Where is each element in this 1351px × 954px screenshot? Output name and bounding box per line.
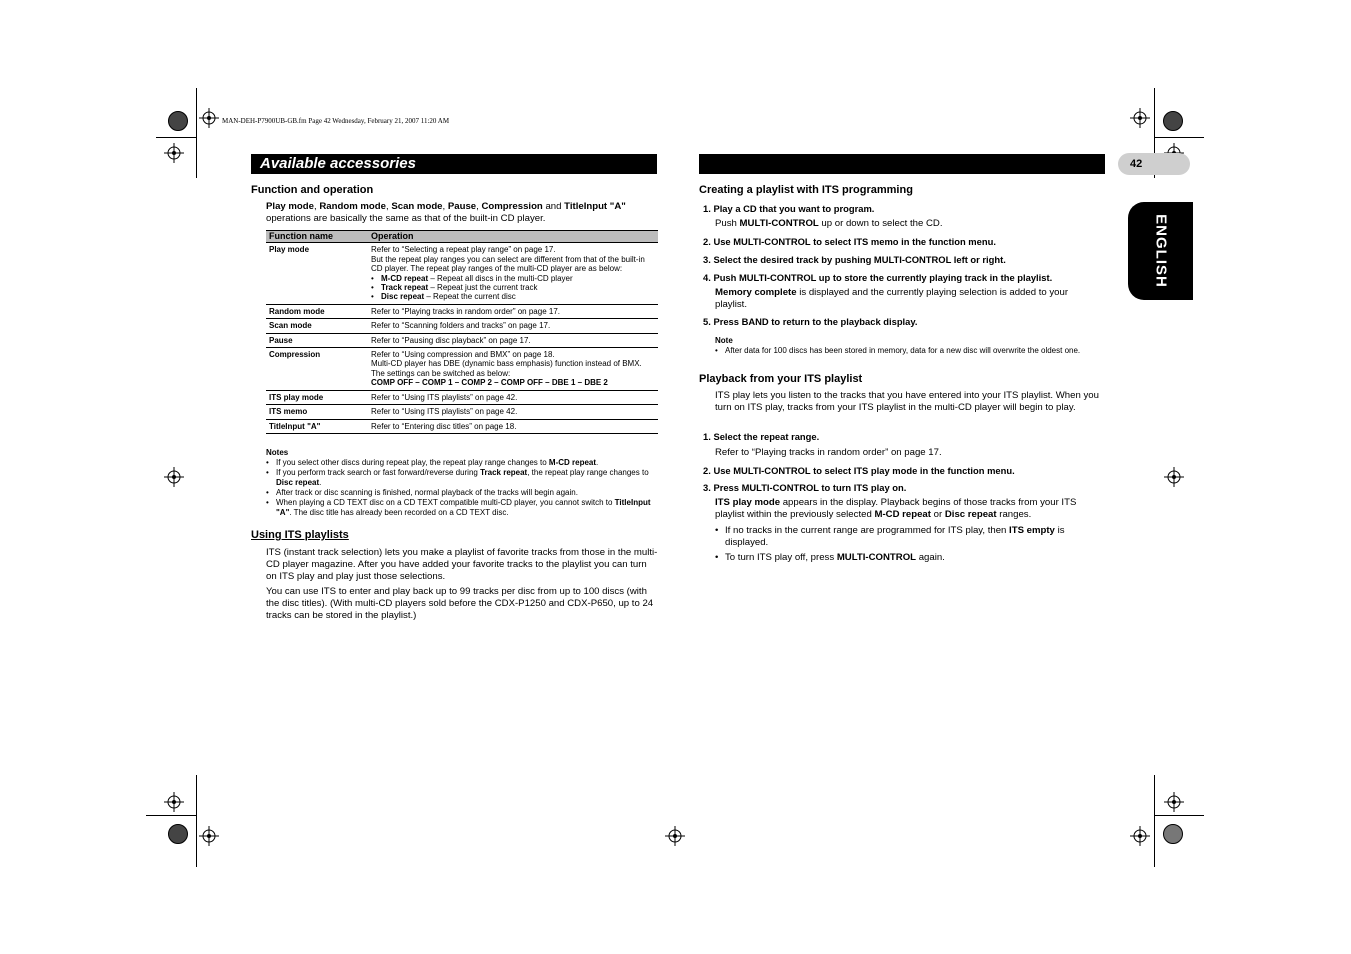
operation-cell — [368, 348, 658, 391]
step-number: 2. — [703, 465, 714, 476]
step-number: 3. — [703, 254, 714, 265]
table-header: Function name — [266, 231, 368, 243]
text-run: ranges. — [996, 509, 1032, 520]
operation-cell — [368, 333, 658, 347]
function-name: Compression — [266, 348, 368, 391]
registration-mark-icon — [1130, 826, 1150, 846]
step-text: Select the desired track by pushing MULTI-CONTROL left or right. — [713, 254, 1006, 265]
function-name: Scan mode — [266, 319, 368, 333]
text-run: – — [542, 378, 552, 388]
text-run: MULTI-CONTROL — [836, 552, 917, 563]
text-run: , — [385, 201, 392, 212]
registration-mark-icon — [199, 108, 219, 128]
text-run: Push — [715, 218, 740, 229]
step-text: Use MULTI-CONTROL to select ITS memo in the function menu. — [713, 236, 996, 247]
table-row — [266, 390, 658, 404]
step-number: 5. — [703, 316, 714, 327]
color-target-icon — [1163, 824, 1183, 844]
color-target-icon — [1163, 111, 1183, 131]
step-detail — [715, 287, 1101, 311]
registration-mark-icon — [665, 826, 685, 846]
text-run: is displayed. — [725, 525, 1065, 548]
text-run: To turn ITS play off, press — [725, 552, 837, 563]
bullet-item: • If no tracks in the current range are programmed for ITS play, then ITS empty is displayed. — [715, 525, 1065, 548]
text-run: If you select other discs during repeat play, the repeat play range changes to — [276, 458, 549, 467]
operation-cell — [368, 390, 658, 404]
text-run: ITS empty — [1009, 525, 1055, 536]
operation-line: The settings can be switched as below: — [371, 368, 511, 378]
note-item: • When playing a CD TEXT disc on a CD TEXT compatible multi-CD player, you cannot switch to TitleInput "A". The disc title has already been recorded on a CD TEXT disc. — [266, 498, 651, 517]
step-text: Press MULTI-CONTROL to turn ITS play on. — [713, 482, 907, 493]
step — [703, 272, 1103, 284]
text-run: , — [476, 201, 482, 212]
note-text: After data for 100 discs has been stored in memory, data for a new disc will overwrite the oldest one. — [725, 346, 1081, 355]
text-run: – — [491, 378, 501, 388]
step-number: 1. — [703, 203, 714, 214]
step-detail — [715, 447, 1101, 459]
table-row — [266, 243, 658, 304]
operation-line: Refer to “Using compression and BMX” on page 18. — [371, 350, 555, 360]
language-tab-label: ENGLISH — [1152, 214, 1169, 288]
function-name: ITS play mode — [266, 390, 368, 404]
text-run: . The disc title has already been recorded on a CD TEXT disc. — [289, 508, 509, 517]
its-paragraph: ITS (instant track selection) lets you make a playlist of favorite tracks from those in the multi-CD player magazine. After you have added your favorite tracks to the playlist you can turn on ITS play and play just those selections. — [266, 547, 658, 582]
step-text: Use MULTI-CONTROL to select ITS play mode in the function menu. — [713, 465, 1015, 476]
text-run: again. — [916, 552, 945, 563]
operation-line: Multi-CD player has DBE (dynamic bass emphasis) function instead of BMX. — [371, 359, 642, 369]
bullet-item: • To turn ITS play off, press MULTI-CONTROL again. — [715, 552, 945, 563]
operation-line: Refer to “Using ITS playlists” on page 42. — [371, 407, 518, 417]
notes-heading: Notes — [266, 448, 289, 457]
operation-cell — [368, 405, 658, 419]
color-target-icon — [168, 111, 188, 131]
step-number: 1. — [703, 431, 714, 442]
text-run: COMP 2 — [461, 378, 492, 388]
text-run: – Repeat all discs in the multi-CD player — [428, 273, 573, 283]
text-run: COMP 1 — [421, 378, 453, 388]
text-run: Pause — [447, 201, 477, 212]
text-run: and — [542, 201, 565, 212]
note-item: • After data for 100 discs has been stored in memory, data for a new disc will overwrite the oldest one. — [715, 346, 1100, 356]
text-run: appears in the display. Playback begins of those tracks from your ITS playlist within the previously selected — [715, 497, 1077, 520]
operation-bullet: • Disc repeat – Repeat the current disc — [371, 292, 516, 302]
registration-mark-icon — [164, 467, 184, 487]
step — [703, 316, 1103, 328]
table-row — [266, 348, 658, 391]
step-text: Press BAND to return to the playback display. — [713, 316, 918, 327]
registration-mark-icon — [164, 143, 184, 163]
text-run: COMP OFF — [371, 378, 414, 388]
color-target-icon — [168, 824, 188, 844]
table-header: Operation — [368, 231, 658, 243]
step-number: 4. — [703, 272, 714, 283]
text-run: COMP OFF — [500, 378, 543, 388]
text-run: or — [930, 509, 945, 520]
text-run: , — [442, 201, 448, 212]
text-run: – — [575, 378, 585, 388]
table-row — [266, 319, 658, 333]
text-run: Random mode — [319, 201, 386, 212]
its-heading: Using ITS playlists — [251, 529, 349, 541]
table-row — [266, 304, 658, 318]
note-heading: Note — [715, 336, 733, 345]
function-name: TitleInput "A" — [266, 419, 368, 433]
table-row — [266, 419, 658, 433]
function-name: Random mode — [266, 304, 368, 318]
text-run: Scan mode — [391, 201, 443, 212]
operation-line: Refer to “Entering disc titles” on page 18. — [371, 421, 517, 431]
header-bar — [699, 154, 1105, 174]
operation-bullet: • Track repeat – Repeat just the current track — [371, 283, 538, 293]
step — [703, 465, 1103, 477]
operation-line: But the repeat play ranges you can select are different from that of the built-in CD player. The repeat play ranges of the multi-CD player are as below: — [371, 254, 645, 274]
text-run: – — [452, 378, 462, 388]
create-heading: Creating a playlist with ITS programming — [699, 184, 913, 196]
note-item: • If you select other discs during repeat play, the repeat play range changes to M-CD repeat. — [266, 458, 599, 467]
step-text: Select the repeat range. — [713, 431, 820, 442]
function-name: Pause — [266, 333, 368, 347]
file-info: MAN-DEH-P7900UB-GB.fm Page 42 Wednesday, February 21, 2007 11:20 AM — [222, 117, 450, 125]
registration-mark-icon — [1130, 108, 1150, 128]
its-paragraph: You can use ITS to enter and play back up to 99 tracks per disc from up to 100 discs (with the disc titles). (With multi-CD players sold before the CDX-P1250 and CDX-P650, up to 24 tracks can be stored in the playlist.) — [266, 586, 654, 621]
text-run: operations are basically the same as that of the built-in CD player. — [266, 213, 546, 224]
step — [703, 482, 1103, 494]
text-run: Disc repeat — [276, 478, 320, 487]
step — [703, 254, 1103, 266]
text-run: M-CD repeat — [548, 458, 597, 467]
function-table — [266, 230, 658, 434]
step-detail — [715, 218, 1101, 230]
text-run: DBE 1 — [551, 378, 576, 388]
language-tab — [1128, 202, 1193, 300]
registration-mark-icon — [1164, 467, 1184, 487]
table-row — [266, 333, 658, 347]
text-run: – Repeat just the current track — [428, 283, 538, 293]
text-run: Compression — [481, 201, 543, 212]
text-run: Track repeat — [480, 468, 528, 477]
text-run: After track or disc scanning is finished, normal playback of the tracks will begin again. — [276, 488, 578, 497]
text-run: TitleInput "A" — [564, 201, 626, 212]
settings-sequence — [371, 378, 655, 387]
registration-mark-icon — [199, 826, 219, 846]
table-row — [266, 405, 658, 419]
notes-list — [266, 458, 656, 518]
step — [703, 203, 1103, 215]
registration-mark-icon — [164, 792, 184, 812]
text-run: Disc repeat — [944, 509, 997, 520]
registration-mark-icon — [1164, 792, 1184, 812]
step-text: Push MULTI-CONTROL up to store the currently playing track in the playlist. — [713, 272, 1053, 283]
step-number: 2. — [703, 236, 714, 247]
step — [703, 236, 1103, 248]
operation-line: Refer to “Pausing disc playback” on page 17. — [371, 335, 531, 345]
text-run: MULTI-CONTROL — [739, 218, 819, 229]
text-run: , — [314, 201, 320, 212]
text-run: . — [319, 478, 322, 487]
text-run: Refer to “Playing tracks in random order” on page 17. — [715, 447, 942, 458]
text-run: TitleInput "A" — [276, 498, 651, 517]
text-run: When playing a CD TEXT disc on a CD TEXT compatible multi-CD player, you cannot switch to — [276, 498, 615, 507]
text-run: , the repeat play range changes to — [527, 468, 649, 477]
text-run: Memory complete — [715, 287, 797, 298]
step-detail — [715, 497, 1101, 521]
note-item: • If you perform track search or fast forward/reverse during Track repeat, the repeat play range changes to Disc repeat. — [266, 468, 649, 487]
page-number: 42 — [1118, 153, 1190, 175]
step-number: 3. — [703, 482, 714, 493]
text-run: . — [596, 458, 599, 467]
playback-heading: Playback from your ITS playlist — [699, 373, 863, 385]
step — [703, 431, 1103, 443]
operation-cell — [368, 243, 658, 304]
operation-cell — [368, 304, 658, 318]
text-run: – — [413, 378, 422, 388]
text-run: M-CD repeat — [381, 273, 429, 283]
text-run: DBE 2 — [584, 378, 608, 388]
operation-bullet: • M-CD repeat – Repeat all discs in the multi-CD player — [371, 273, 573, 283]
function-name: Play mode — [266, 243, 368, 304]
text-run: ITS play mode — [715, 497, 781, 508]
operation-line: Refer to “Playing tracks in random order” on page 17. — [371, 306, 560, 316]
operation-cell — [368, 319, 658, 333]
text-run: Disc repeat — [381, 292, 425, 302]
function-name: ITS memo — [266, 405, 368, 419]
section-title: Available accessories — [251, 154, 657, 174]
note-item: • After track or disc scanning is finished, normal playback of the tracks will begin again. — [266, 488, 578, 497]
operation-line: Refer to “Using ITS playlists” on page 42. — [371, 392, 518, 402]
text-run: up or down to select the CD. — [818, 218, 943, 229]
text-run: Track repeat — [381, 283, 429, 293]
text-run: is displayed and the currently playing selection is added to your playlist. — [715, 287, 1069, 310]
text-run: Play mode — [266, 201, 314, 212]
text-run: – Repeat the current disc — [424, 292, 516, 302]
text-run: If no tracks in the current range are programmed for ITS play, then — [725, 525, 1010, 536]
operation-line: Refer to “Selecting a repeat play range” on page 17. — [371, 245, 556, 255]
operation-line: Refer to “Scanning folders and tracks” on page 17. — [371, 321, 551, 331]
text-run: M-CD repeat — [874, 509, 931, 520]
intro-paragraph — [266, 201, 658, 225]
playback-paragraph: ITS play lets you listen to the tracks that you have entered into your ITS playlist. When you turn on ITS play, tracks from your ITS playlist in the multi-CD player will begin to play. — [715, 390, 1099, 413]
text-run: If you perform track search or fast forward/reverse during — [276, 468, 481, 477]
function-heading: Function and operation — [251, 184, 374, 196]
step-text: Play a CD that you want to program. — [713, 203, 875, 214]
operation-cell — [368, 419, 658, 433]
